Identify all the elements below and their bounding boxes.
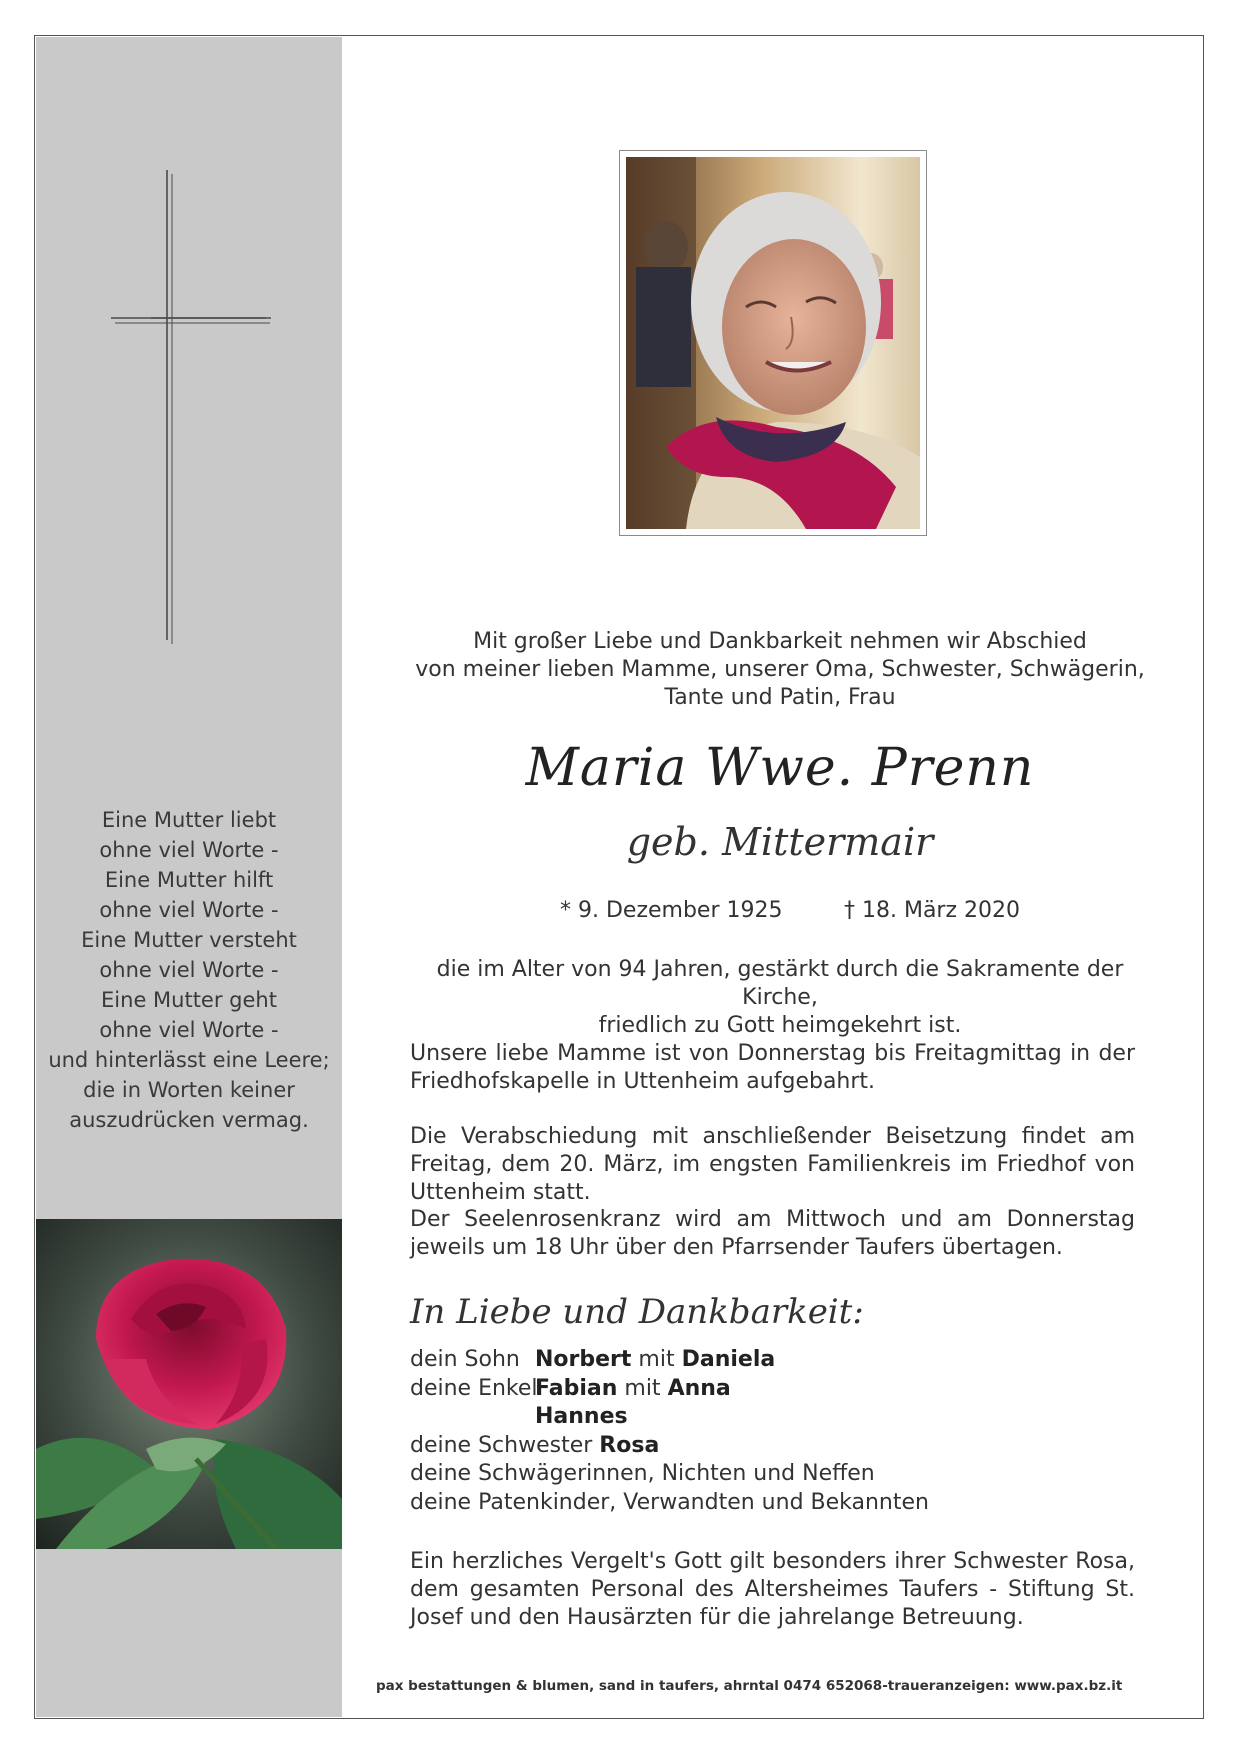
rosary-paragraph: Der Seelenrosenkranz wird am Mittwoch und am Donnerstag jeweils um 18 Uhr über den Pfarrsender Taufers übertagen. <box>410 1207 1135 1260</box>
intro-line: Tante und Patin, Frau <box>664 685 896 710</box>
portrait-photo <box>619 150 927 536</box>
sidebar <box>36 37 342 1717</box>
poem-line: Eine Mutter liebt <box>101 808 277 832</box>
family-name: Fabian <box>535 1375 618 1401</box>
viewing-paragraph: Unsere liebe Mamme ist von Donnerstag bis Freitagmittag in der Friedhofskapelle in Uttenheim aufgebahrt. <box>410 1041 1135 1094</box>
poem-line: auszudrücken vermag. <box>69 1108 309 1132</box>
relation-label: deine Schwester <box>410 1432 593 1458</box>
intro-text <box>400 628 1160 712</box>
family-name: Anna <box>667 1375 731 1401</box>
deceased-name: Maria Wwe. Prenn <box>525 738 1035 798</box>
poem-line: ohne viel Worte - <box>99 838 279 862</box>
poem-line: Eine Mutter versteht <box>81 928 297 952</box>
intro-line: von meiner lieben Mamme, unserer Oma, Schwester, Schwägerin, <box>415 657 1145 682</box>
with-label: mit <box>624 1375 661 1401</box>
family-row-grandchildren-2 <box>410 1403 1130 1432</box>
thanks-paragraph: Ein herzliches Vergelt's Gott gilt besonders ihrer Schwester Rosa, dem gesamten Personal des Altersheimes Taufers - Stiftung St. Josef und den Hausärzten für die jahrelange Betreuung. <box>410 1549 1135 1630</box>
family-row-son <box>410 1346 1130 1375</box>
death-date: † 18. März 2020 <box>843 898 1020 923</box>
family-list <box>410 1346 1130 1517</box>
age-text <box>400 956 1160 1040</box>
portrait-image <box>626 157 920 529</box>
closing-heading: In Liebe und Dankbarkeit: <box>410 1292 864 1332</box>
poem-line: und hinterlässt eine Leere; <box>48 1048 330 1072</box>
relation-label: deine Enkel <box>410 1375 538 1401</box>
birth-name: geb. Mittermair <box>626 820 934 864</box>
sidebar-poem <box>36 805 342 1135</box>
poem-line: die in Worten keiner <box>83 1078 295 1102</box>
family-name: Norbert <box>535 1347 632 1372</box>
family-row-inlaws: deine Schwägerinnen, Nichten und Neffen <box>410 1461 875 1486</box>
relation-label: dein Sohn <box>410 1347 520 1372</box>
age-line: die im Alter von 94 Jahren, gestärkt durch die Sakramente der Kirche, <box>436 957 1124 1010</box>
intro-line: Mit großer Liebe und Dankbarkeit nehmen wir Abschied <box>473 629 1087 654</box>
cross-icon <box>111 170 271 650</box>
poem-line: ohne viel Worte - <box>99 1018 279 1042</box>
family-name: Rosa <box>599 1432 660 1458</box>
family-name: Daniela <box>681 1347 776 1372</box>
with-label: mit <box>638 1347 675 1372</box>
footer-text: pax bestattungen & blumen, sand in taufers, ahrntal 0474 652068-traueranzeigen: www.pax.bz.it <box>376 1678 1123 1694</box>
farewell-paragraph: Die Verabschiedung mit anschließender Beisetzung findet am Freitag, dem 20. März, im engsten Familienkreis im Friedhof von Uttenheim statt. <box>410 1124 1135 1205</box>
family-row-sister <box>410 1432 1130 1461</box>
poem-line: Eine Mutter geht <box>101 988 277 1012</box>
birth-date: * 9. Dezember 1925 <box>560 898 783 923</box>
rose-image <box>36 1219 342 1549</box>
family-row-grandchildren <box>410 1375 1130 1404</box>
family-name: Hannes <box>535 1404 628 1429</box>
poem-line: ohne viel Worte - <box>99 958 279 982</box>
family-row-godchildren: deine Patenkinder, Verwandten und Bekannten <box>410 1489 929 1515</box>
age-line: friedlich zu Gott heimgekehrt ist. <box>598 1013 962 1038</box>
poem-line: Eine Mutter hilft <box>104 868 274 892</box>
life-dates <box>560 898 1020 923</box>
poem-line: ohne viel Worte - <box>99 898 279 922</box>
